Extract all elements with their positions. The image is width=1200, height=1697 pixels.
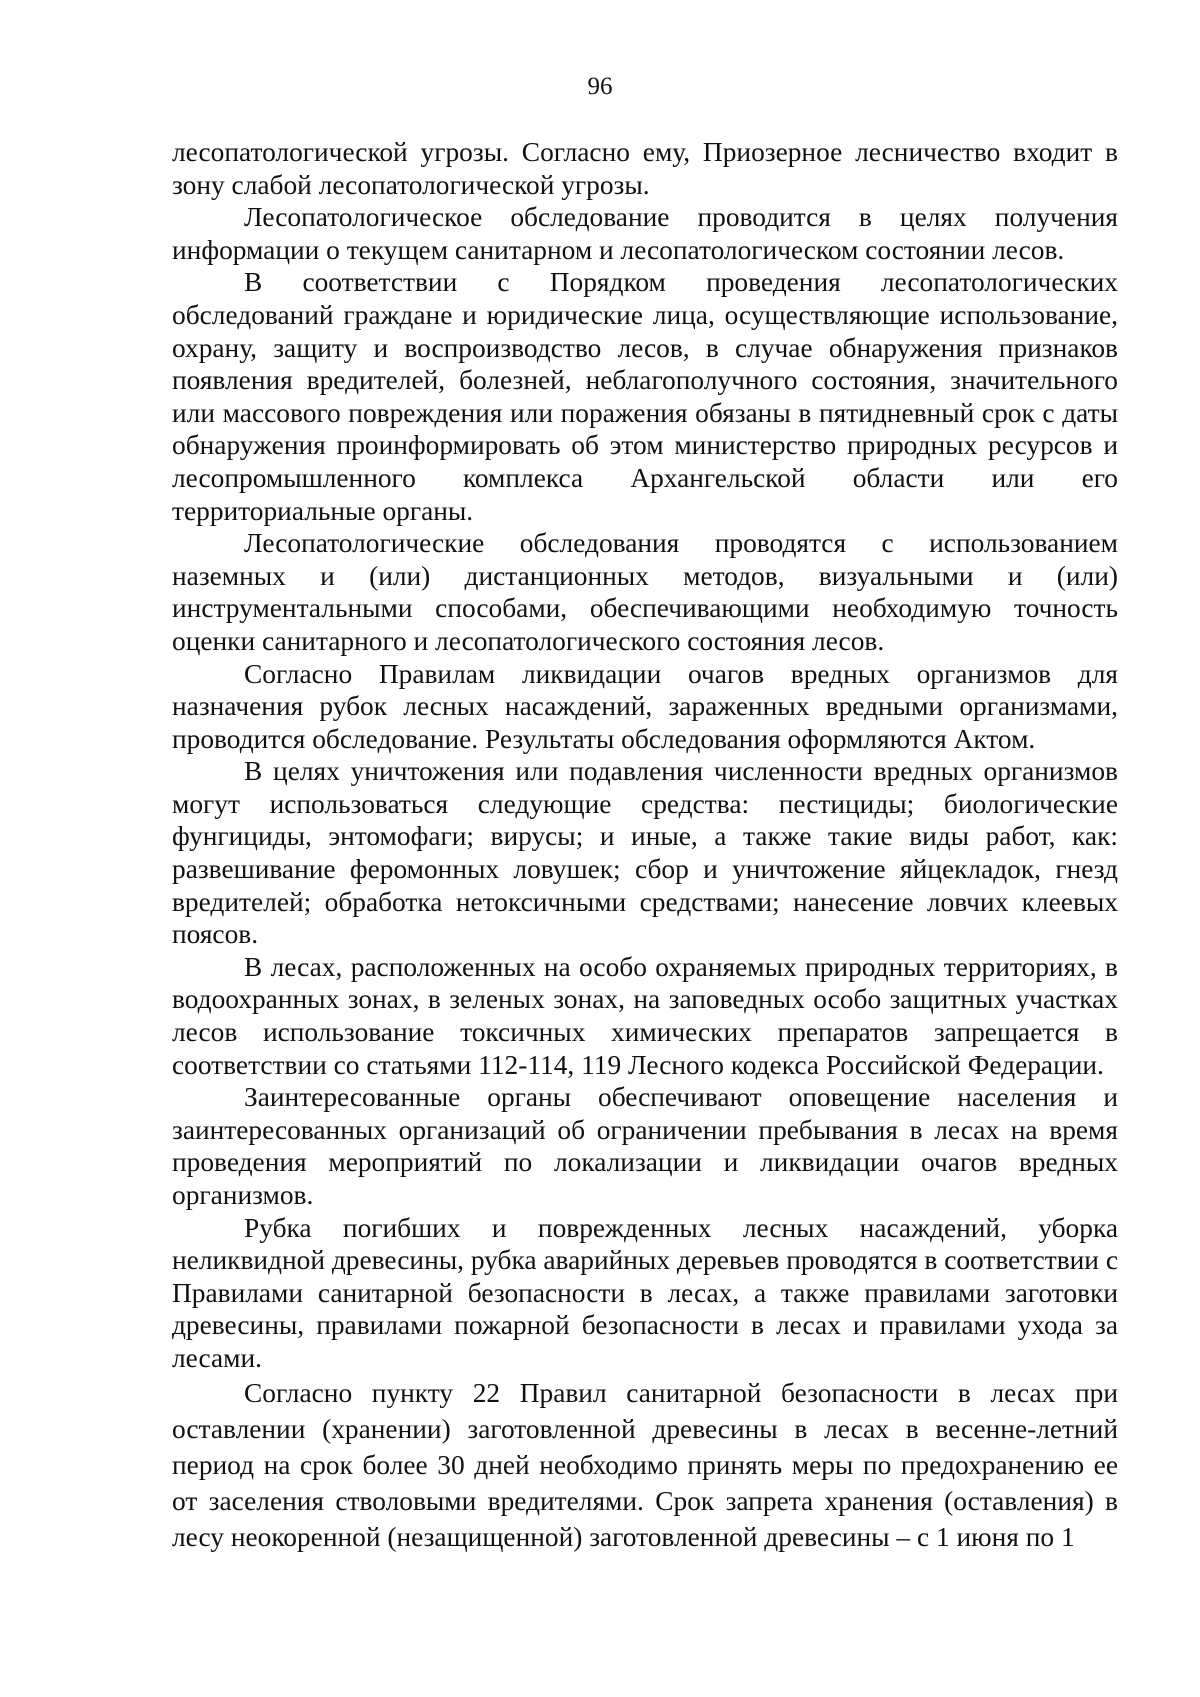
paragraph-survey-procedure: В соответствии с Порядком проведения лесопатологических обследований граждане и юридические лица, осуществляющие использование, охрану, защиту и воспроизводство лесов, в случае обнаружения признаков появления вредителей, болезней, неблагополучного состояния, значительного или массового повреждения или поражения обязаны в пятидневный срок с даты обнаружения проинформировать об этом министерство природных ресурсов и лесопромышленного комплекса Архангельской области или его территориальные органы. (172, 267, 1118, 526)
paragraph-continuation: лесопатологической угрозы. Согласно ему, Приозерное лесничество входит в зону слабой лесопатологической угрозы. (172, 137, 1118, 200)
paragraph-liquidation-rules: Согласно Правилам ликвидации очагов вредных организмов для назначения рубок лесных насаждений, зараженных вредными организмами, проводится обследование. Результаты обследования оформляются Актом. (172, 658, 1118, 754)
paragraph-survey-methods: Лесопатологические обследования проводятся с использованием наземных и (или) дистанционных методов, визуальными и (или) инструментальными способами, обеспечивающими необходимую точность оценки санитарного и лесопатологического состояния лесов. (172, 528, 1118, 656)
paragraph-survey-purpose: Лесопатологическое обследование проводится в целях получения информации о текущем санитарном и лесопатологическом состоянии лесов. (172, 202, 1118, 265)
paragraph-public-notification: Заинтересованные органы обеспечивают оповещение населения и заинтересованных организаций об ограничении пребывания в лесах на время проведения мероприятий по локализации и ликвидации очагов вредных организмов. (172, 1082, 1118, 1210)
page-number: 96 (587, 73, 613, 100)
paragraph-sanitary-felling: Рубка погибших и поврежденных лесных насаждений, уборка неликвидной древесины, рубка аварийных деревьев проводятся в соответствии с Правилами санитарной безопасности в лесах, а также правилами заготовки древесины, правилами пожарной безопасности в лесах и правилами ухода за лесами. (172, 1212, 1118, 1373)
paragraph-pest-control-means: В целях уничтожения или подавления численности вредных организмов могут использоваться следующие средства: пестициды; биологические фунгициды, энтомофаги; вирусы; и иные, а также такие виды работ, как: развешивание феромонных ловушек; сбор и уничтожение яйцекладок, гнезд вредителей; обработка нетоксичными средствами; нанесение ловчих клеевых поясов. (172, 756, 1118, 950)
document-body (172, 136, 1118, 1555)
paragraph-protected-territories: В лесах, расположенных на особо охраняемых природных территориях, в водоохранных зонах, в зеленых зонах, на заповедных особо защитных участках лесов использование токсичных химических препаратов запрещается в соответствии со статьями 112-114, 119 Лесного кодекса Российской Федерации. (172, 951, 1118, 1080)
paragraph-timber-storage: Согласно пункту 22 Правил санитарной безопасности в лесах при оставлении (хранении) заготовленной древесины в лесах в весенне-летний период на срок более 30 дней необходимо принять меры по предохранению ее от заселения стволовыми вредителями. Срок запрета хранения (оставления) в лесу неокоренной (незащищенной) заготовленной древесины – с 1 июня по 1 (172, 1377, 1118, 1552)
